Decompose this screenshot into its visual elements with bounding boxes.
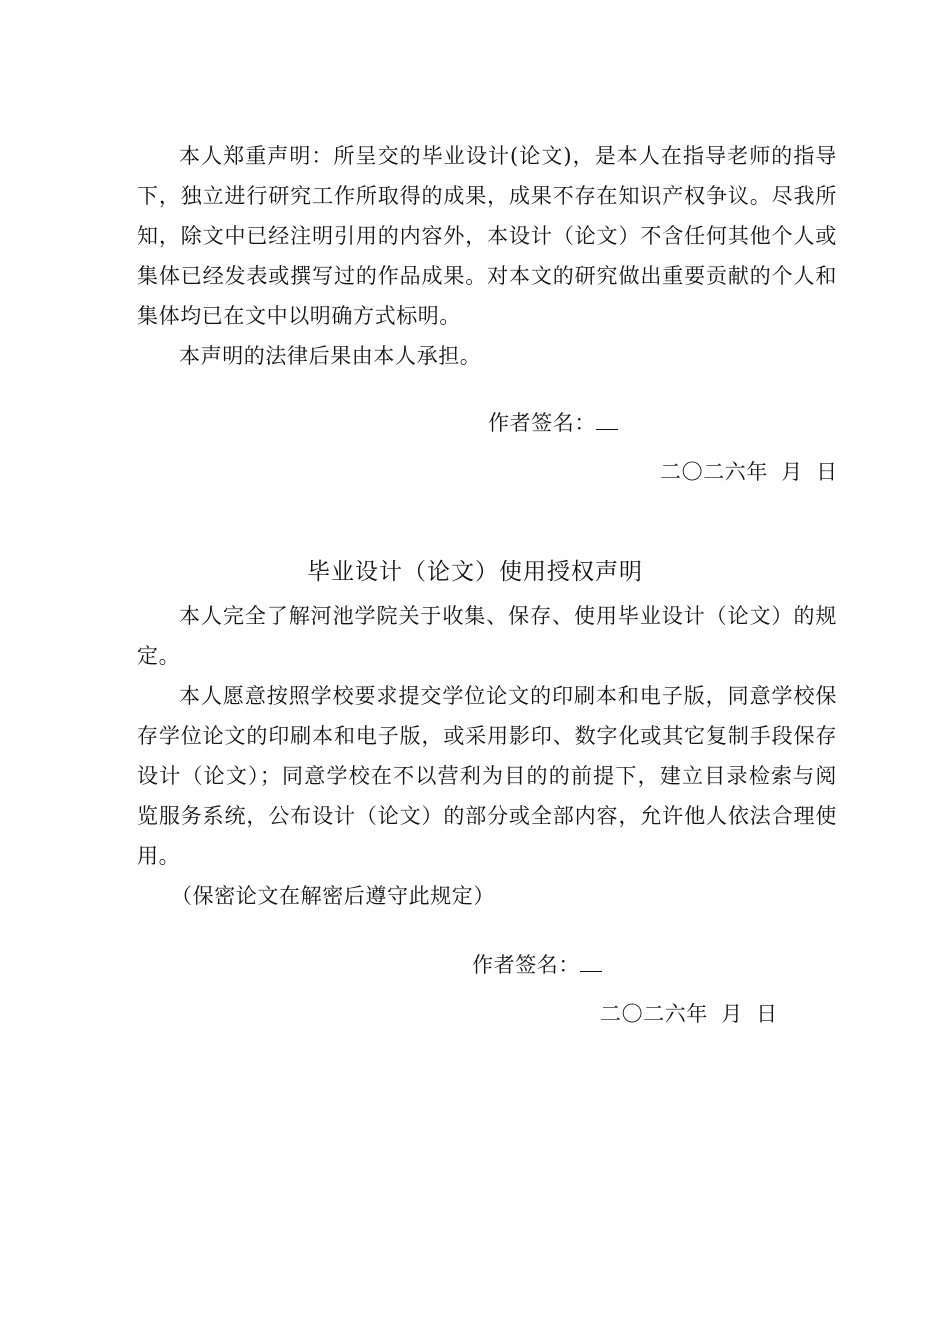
authorization-paragraph-2: 本人愿意按照学校要求提交学位论文的印刷本和电子版，同意学校保存学位论文的印刷本和电子版，或采用影印、数字化或其它复制手段保存设计（论文）；同意学校在不以营利为目的的前提下，建立目录检索与阅览服务系统，公布设计（论文）的部分或全部内容，允许他人依法合理使用。 xyxy=(137,684,837,868)
signature-blank xyxy=(596,411,618,430)
signature-label: 作者签名： xyxy=(472,953,580,977)
authorization-date: 二〇二六年 月 日 xyxy=(600,1002,778,1026)
authorization-title: 毕业设计（论文）使用授权声明 xyxy=(307,559,643,585)
confidential-note: （保密论文在解密后遵守此规定） xyxy=(171,884,495,908)
authorization-paragraph-1: 本人完全了解河池学院关于收集、保存、使用毕业设计（论文）的规定。 xyxy=(137,604,837,668)
declaration-legal-note: 本声明的法律后果由本人承担。 xyxy=(179,344,482,368)
authorization-signature xyxy=(472,945,602,985)
declaration-paragraph: 本人郑重声明：所呈交的毕业设计(论文)，是本人在指导老师的指导下，独立进行研究工作所取得的成果，成果不存在知识产权争议。尽我所知，除文中已经注明引用的内容外，本设计（论文）不含任何其他个人或集体已经发表或撰写过的作品成果。对本文的研究做出重要贡献的个人和集体均已在文中以明确方式标明。 xyxy=(137,144,837,328)
declaration-date: 二〇二六年 月 日 xyxy=(660,460,838,484)
signature-label: 作者签名： xyxy=(488,411,596,435)
declaration-signature xyxy=(488,403,618,443)
signature-blank xyxy=(580,953,602,972)
